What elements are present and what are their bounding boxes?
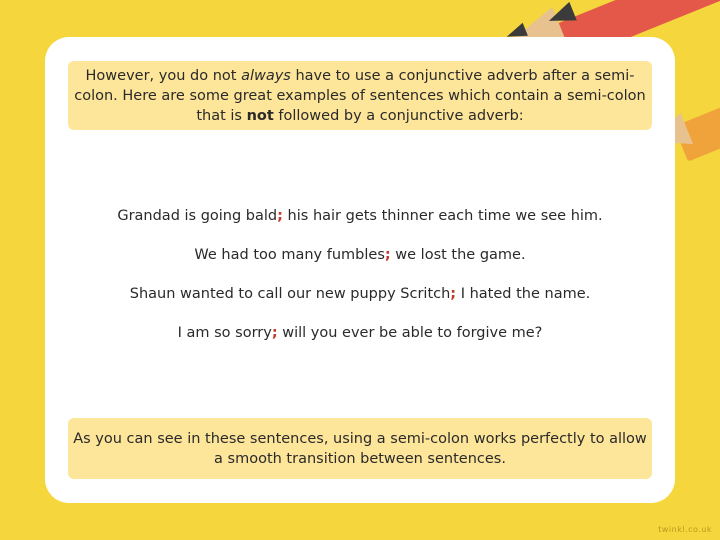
example-clause-1: We had too many fumbles	[194, 247, 385, 263]
example-clause-1: Shaun wanted to call our new puppy Scritch	[129, 286, 451, 302]
intro-bold-word: not	[246, 108, 274, 124]
example-sentence	[45, 242, 675, 281]
twinkl-watermark: twinkl.co.uk	[658, 525, 712, 534]
conclusion-text: As you can see in these sentences, using a semi-colon works perfectly to allow a smooth transition between sentences.	[73, 431, 647, 467]
semicolon-mark: ;	[277, 208, 283, 224]
example-sentences	[45, 203, 675, 359]
conclusion-callout	[68, 418, 652, 479]
example-clause-1: Grandad is going bald	[117, 208, 278, 224]
example-sentence	[45, 203, 675, 242]
example-clause-2: I hated the name.	[456, 286, 591, 302]
example-sentence	[45, 281, 675, 320]
example-clause-2: will you ever be able to forgive me?	[277, 325, 543, 341]
semicolon-mark: ;	[450, 286, 457, 302]
semicolon-mark: ;	[384, 247, 391, 263]
example-sentence	[45, 320, 675, 359]
example-clause-1: I am so sorry	[177, 325, 272, 341]
intro-italic-word: always	[241, 68, 291, 84]
intro-text-part3: followed by a conjunctive adverb:	[273, 108, 524, 124]
example-clause-2: we lost the game.	[390, 247, 526, 263]
intro-text-part1: However, you do not	[85, 68, 242, 84]
semicolon-mark: ;	[271, 325, 278, 341]
intro-text-part2: have to use a conjunctive adverb after a semi-colon. Here are some great examples of sentences which contain a semi-colon that is	[74, 68, 646, 124]
intro-callout	[68, 61, 652, 130]
example-clause-2: his hair gets thinner each time we see him.	[282, 208, 603, 224]
